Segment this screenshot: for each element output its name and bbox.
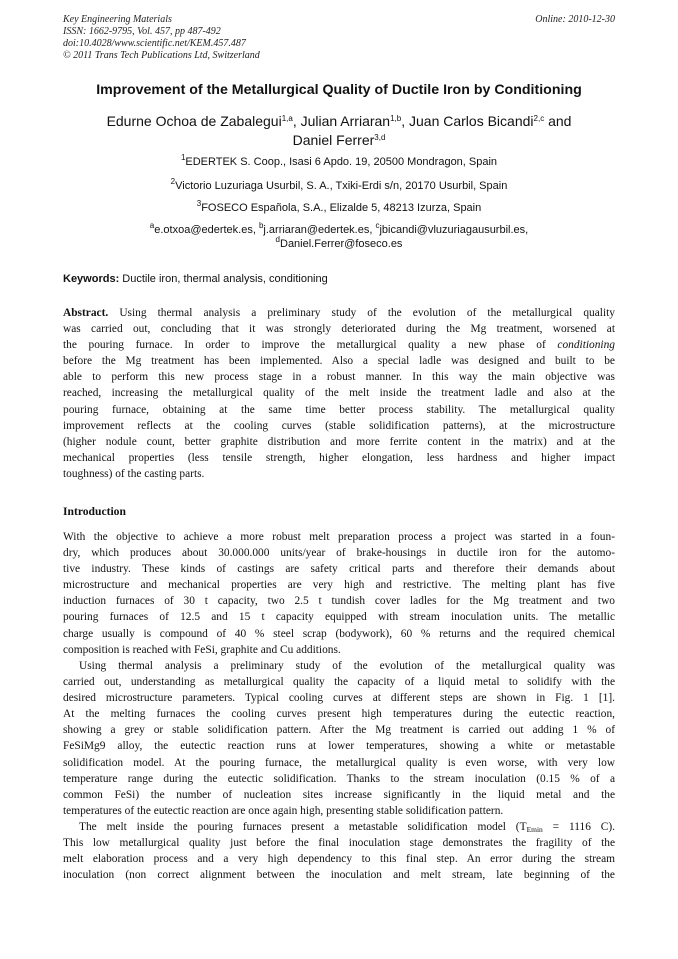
body-line: Using thermal analysis a preliminary study of the evolution of the metallurgical quality was [79, 660, 615, 672]
body-line: FeSiMg9 alloy, the eutectic reaction runs at lower temperatures, showing a white or metastable [63, 740, 615, 753]
email-link[interactable]: jbicandi@vluzuriagausurbil.es, [379, 224, 529, 236]
body-line: pouring furnaces of 12.5 and 15 t capacity equipped with stream inoculation units. The metallic [63, 611, 615, 624]
author-superscript: 1,b [390, 114, 402, 123]
intro-paragraph-1 [63, 529, 615, 658]
author-superscript: 2,c [533, 114, 545, 123]
intro-paragraph-2 [63, 658, 615, 819]
body-line: At the melting furnaces the cooling curves present high temperatures during the eutectic reaction, [63, 708, 615, 721]
body-line: With the objective to achieve a more robust melt preparation process a project was started in a foun- [63, 531, 615, 543]
abstract-label: Abstract. [63, 307, 109, 319]
abstract-line: (higher nodule count, better graphite distribution and more ferrite content in the matrix) and at the [63, 435, 615, 448]
abstract-line [63, 305, 615, 321]
abstract [63, 305, 615, 482]
abstract-line: able to perform this new process stage in a robust manner. In this way the main objective was [63, 371, 615, 384]
intro-paragraph-3 [63, 819, 615, 883]
abstract-line: was carried out, concluding that it was strongly deteriorated during the Mg treatment, worsened at [63, 323, 615, 336]
body-line: charge usually is compound of 40 % steel scrap (bodywork), 60 % returns and the required chemical [63, 627, 615, 640]
abstract-line: pouring furnace, obtaining at the same time better process stability. The metallurgical quality [63, 403, 615, 416]
issn-line: ISSN: 1662-9795, Vol. 457, pp 487-492 [63, 26, 221, 37]
doi-line: doi:10.4028/www.scientific.net/KEM.457.487 [63, 38, 246, 49]
email-link[interactable]: e.otxoa@edertek.es, [154, 224, 259, 236]
affiliation-text: EDERTEK S. Coop., Isasi 6 Apdo. 19, 20500 Mondragon, Spain [185, 156, 498, 168]
body-line: This low metallurgical quality just before the final inoculation stage demonstrates the fragility of the [63, 837, 615, 850]
journal-name: Key Engineering Materials [63, 14, 172, 25]
email-superscript: b [258, 221, 264, 230]
author-name: Juan Carlos Bicandi [409, 113, 534, 129]
body-line: dry, which produces about 30.000.000 units/year of brake-housings in ductile iron for the automo- [63, 547, 615, 560]
affiliation-2 [40, 179, 638, 193]
author-name: Daniel Ferrer [292, 132, 375, 148]
keywords-text: Ductile iron, thermal analysis, conditioning [119, 273, 328, 285]
abstract-text: the pouring furnace. In order to improve the metallurgical quality a new phase of [63, 339, 558, 352]
section-heading: Introduction [63, 505, 126, 518]
body-line: temperatures of the eutectic reaction are once again high, presenting stable solidification pattern. [63, 804, 504, 817]
abstract-line: before the Mg treatment has been implemented. Also a special ladle was designed and built to be [63, 355, 615, 368]
abstract-line: mechanical properties (less tensile strength, higher elongation, less hardness and higher impact [63, 451, 615, 464]
abstract-line: improvement reflects at the cooling curves (stable solidification patterns), at the microstructure [63, 419, 615, 432]
abstract-line: reached, increasing the metallurgical quality of the melt inside the treatment ladle and also at the [63, 387, 615, 400]
body-line: tive industry. These kinds of castings are safety critical parts and therefore their demands about [63, 563, 615, 576]
body-text: The melt inside the pouring furnaces present a metastable solidification model (T [79, 821, 527, 833]
keywords-label: Keywords: [63, 273, 120, 285]
journal-header [63, 14, 615, 62]
affiliation-text: FOSECO Española, S.A., Elizalde 5, 48213 Izurza, Spain [201, 202, 482, 214]
body-line: microstructure and mechanical properties are very high and restrictive. The melting plant has five [63, 579, 615, 592]
affiliation-3 [40, 201, 638, 215]
affiliation-1 [40, 155, 638, 169]
body-line: temperature range during the eutectic solidification. Thanks to the stream inoculation (0.15 % of a [63, 772, 615, 785]
body-line: melt elaboration process and a very high dependency to this final step. An error during the stream [63, 853, 615, 866]
body-line [63, 819, 615, 835]
body-line: induction furnaces of 30 t capacity, two 2.5 t tundish cover ladles for the Mg treatment and two [63, 595, 615, 608]
body-line: inoculation (non correct alignment between the inoculation and melt stream, late beginning of the [63, 869, 615, 882]
abstract-line: toughness) of the casting parts. [63, 467, 205, 480]
email-list [40, 223, 638, 251]
online-date: Online: 2010-12-30 [535, 14, 615, 25]
affiliation-text: Victorio Luzuriaga Usurbil, S. A., Txiki-Erdi s/n, 20170 Usurbil, Spain [175, 180, 508, 192]
author-and: and [544, 113, 572, 129]
paper-title: Improvement of the Metallurgical Quality of Ductile Iron by Conditioning [96, 82, 582, 98]
affiliation-superscript: 2 [170, 177, 176, 186]
body-line: solidification model. At the pouring furnace, the metallurgical quality is even worse, with very low [63, 756, 615, 769]
body-line: carried out, understanding as metallurgical quality the capacity of a liquid metal to solidify with the [63, 676, 615, 689]
abstract-line [63, 337, 615, 353]
email-link[interactable]: j.arriaran@edertek.es, [263, 224, 376, 236]
author-superscript: 3,d [374, 133, 386, 142]
body-line: common FeSi) the number of nucleation sites increase significantly in the liquid metal and the [63, 788, 615, 801]
author-superscript: 1,a [281, 114, 293, 123]
copyright-line: © 2011 Trans Tech Publications Ltd, Switzerland [63, 50, 260, 61]
affiliation-superscript: 1 [180, 153, 186, 162]
abstract-emphasis: conditioning [557, 339, 615, 352]
affiliation-superscript: 3 [196, 199, 202, 208]
subscript: Emin [526, 825, 543, 834]
body-line: desired microstructure parameters. Typical cooling curves at different steps are shown in Fig. 1 [1]. [63, 692, 615, 705]
author-name: Edurne Ochoa de Zabalegui [106, 113, 282, 129]
body-line: composition is reached with FeSi, graphite and Cu additions. [63, 643, 341, 656]
email-superscript: c [375, 221, 380, 230]
abstract-text: Using thermal analysis a preliminary study of the evolution of the metallurgical quality [108, 307, 615, 319]
keywords [63, 272, 615, 286]
email-superscript: d [275, 235, 280, 244]
body-line: showing a grey or stable solidification pattern. After the Mg treatment is carried out adding 1 % of [63, 724, 615, 737]
author-name: Julian Arriaran [300, 113, 391, 129]
body-text: = 1116 C). [542, 821, 615, 833]
email-link[interactable]: Daniel.Ferrer@foseco.es [280, 238, 403, 250]
email-superscript: a [149, 221, 155, 230]
author-list: Edurne Ochoa de Zabalegui$^{1,a}$, Julian Arriaran$^{1,b}$, Juan Carlos Bicandi$^{2,c}$ and Daniel Ferrer$^{3,d}$ [106, 113, 572, 148]
